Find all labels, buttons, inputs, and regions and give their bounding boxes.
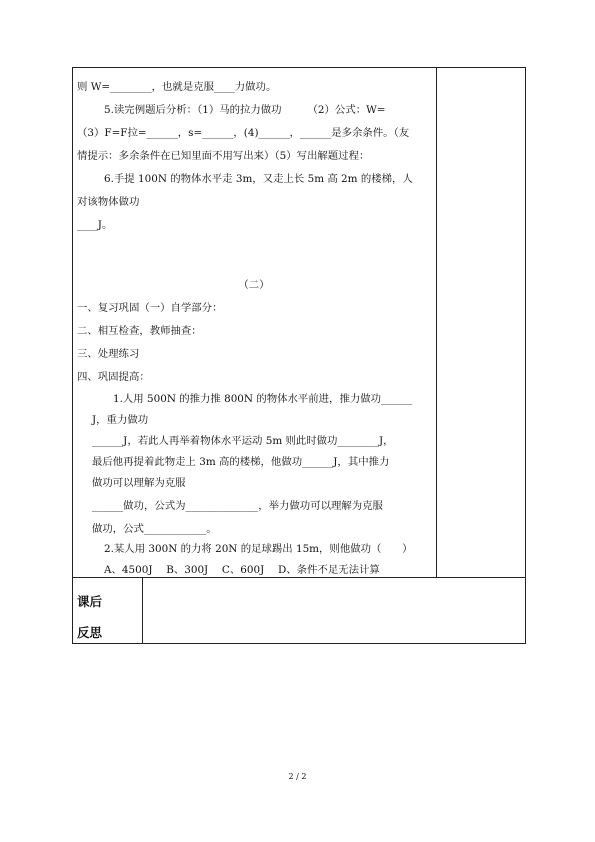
step-item: 二、相互检查，教师抽查： [77,325,202,337]
question-line: ______做功，公式为______________，举力做功可以理解为克服 [92,500,383,512]
question-line: J，重力做功 [92,414,149,426]
page-number: 2 / 2 [288,772,307,781]
question-line: 1.人用 500N 的推力推 800N 的物体水平前进，推力做功______ [113,393,413,405]
reflection-row-divider [72,577,526,578]
reflection-label-line-1: 课后 [77,594,103,609]
step-item: 三、处理练习 [77,348,140,360]
text-line: 则 W=________，也就是克服____力做功。 [77,81,277,93]
text-line: 5.读完例题后分析：（1）马的拉力做功 （2）公式：W= [104,104,386,116]
question-line: 做功，公式____________。 [92,523,217,535]
step-item: 一、复习巩固（一）自学部分： [77,302,223,314]
question-line: ______J，若此人再举着物体水平运动 5m 则此时做功________J， [92,435,394,447]
right-column-divider [436,67,437,577]
answer-options: A、4500J B、300J C、600J D、条件不足无法计算 [104,564,380,576]
text-line: （3）F=F拉=______，s=______，(4)______，______是多余条件。（友 [77,127,410,139]
text-line: 情提示：多余条件在已知里面不用写出来）（5）写出解题过程： [77,150,370,162]
text-line: ____J。 [77,219,113,231]
question-line: 2.某人用 300N 的力将 20N 的足球踢出 15m，则他做功（ ） [104,543,413,555]
text-line: 6.手提 100N 的物体水平走 3m，又走上长 5m 高 2m 的楼梯，人 [104,173,413,185]
reflection-label-divider [142,577,143,644]
reflection-label-line-2: 反思 [77,625,103,640]
text-line: 对该物体做功 [77,196,140,208]
section-title: （二） [238,279,270,291]
question-line: 最后他再提着此物走上 3m 高的楼梯，他做功______J，其中推力 [92,456,390,468]
step-item: 四、巩固提高： [77,371,150,383]
question-line: 做功可以理解为克服 [92,477,186,489]
